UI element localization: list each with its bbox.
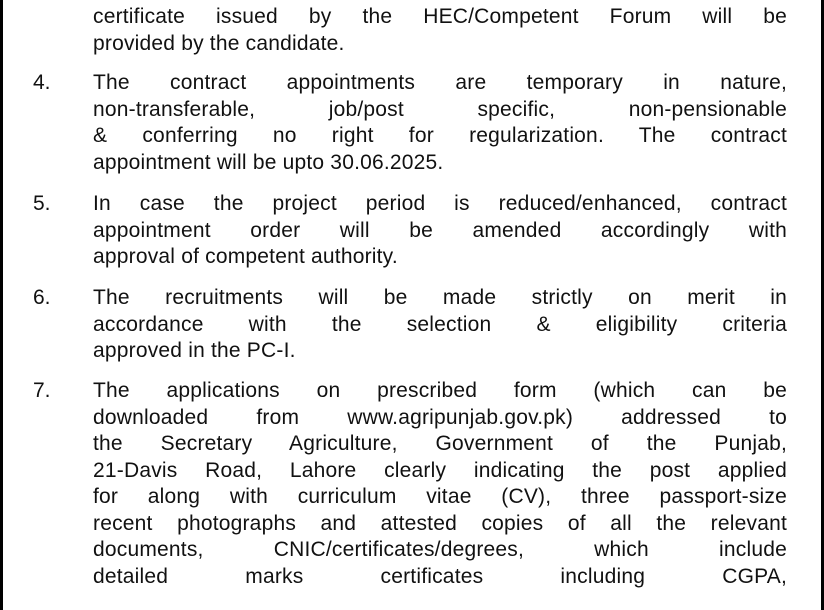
text-line: certificate issued by the HEC/Competent Forum will be xyxy=(93,5,787,28)
text-line: appointment will be upto 30.06.2025. xyxy=(93,150,444,174)
list-item-number: 7. xyxy=(33,379,51,402)
list-item-text xyxy=(93,378,787,590)
text-line: 21-Davis Road, Lahore clearly indicating the post applied xyxy=(93,458,787,482)
text-line: accordance with the selection & eligibility criteria xyxy=(93,312,787,336)
text-line: provided by the candidate. xyxy=(93,31,345,55)
text-line: the Secretary Agriculture, Government of the Punjab, xyxy=(93,432,787,455)
text-line: approval of competent authority. xyxy=(93,245,398,268)
text-line: detailed marks certificates including CGPA, xyxy=(93,564,787,588)
text-line: recent photographs and attested copies of all the relevant xyxy=(93,511,787,535)
list-item-text xyxy=(93,4,787,57)
text-line: The contract appointments are temporary in nature, xyxy=(93,71,787,94)
text-line: In case the project period is reduced/enhanced, contract xyxy=(93,192,787,215)
text-line: approved in the PC-I. xyxy=(93,339,296,362)
text-line: downloaded from www.agripunjab.gov.pk) addressed to xyxy=(93,405,787,429)
text-line: non-transferable, job/post specific, non-pensionable xyxy=(93,97,787,121)
list-item-text xyxy=(93,70,787,176)
text-line: appointment order will be amended accordingly with xyxy=(93,218,787,242)
text-line: documents, CNIC/certificates/degrees, which include xyxy=(93,538,787,561)
list-item-text xyxy=(93,191,787,271)
list-item-number: 4. xyxy=(33,71,51,94)
text-line: & conferring no right for regularization. The contract xyxy=(93,124,787,147)
list-item-number: 6. xyxy=(33,286,51,309)
list-item-text xyxy=(93,285,787,365)
text-line: The applications on prescribed form (which can be xyxy=(93,379,787,402)
text-line: for along with curriculum vitae (CV), three passport-size xyxy=(93,485,787,508)
list-item-number: 5. xyxy=(33,192,51,215)
text-line: The recruitments will be made strictly on merit in xyxy=(93,286,787,309)
